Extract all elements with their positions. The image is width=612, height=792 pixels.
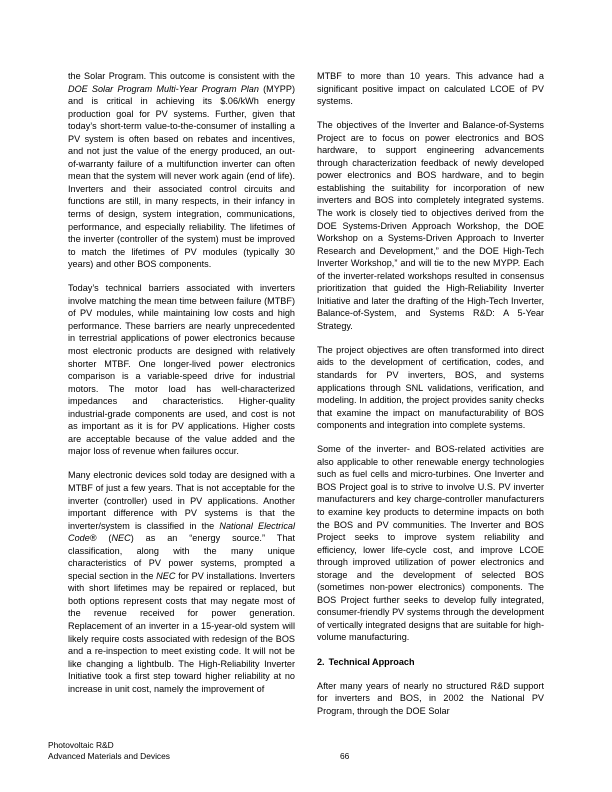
paragraph-solar-program bbox=[68, 70, 295, 271]
text-run: ) as an “energy source.” That classification, along with the many unique characteristics of PV power systems, prompted a special section in the bbox=[68, 533, 295, 581]
footer-line-1 bbox=[48, 740, 564, 751]
footer-subtitle: Advanced Materials and Devices bbox=[48, 751, 170, 762]
section-heading-technical-approach bbox=[317, 656, 544, 669]
paragraph-renewable-activities bbox=[317, 443, 544, 644]
text-run: Today’s technical barriers associated with inverters involve matching the mean time between failure (MTBF) of PV modules, while maintaining low costs and high performance. These barriers are nearly unprecedented in terrestrial applications of power electronics because most electronic products are designed with relatively shorter MTBF. One longer-lived power electronics comparison is a variable-speed drive for industrial motors. The motor load has well-characterized impedances and characteristics. Higher-quality industrial-grade components are used, and cost is not as important as it is for PV applications. Higher costs are acceptable because of the value added and the major loss of revenue when failures occur. bbox=[68, 283, 295, 457]
text-run: ( bbox=[96, 533, 112, 544]
italic-run: NEC bbox=[156, 570, 176, 581]
text-run: for PV installations. Inverters with short lifetimes may be repaired or replaced, but both options represent costs that may negate most of the revenue received for power generation. Replacement of an inverter in a 15-year-old system will likely require costs associated with redesign of the BOS and a re-inspection to meet existing code. It will not be like changing a lightbulb. The High-Reliability Inverter Initiative took a first step toward higher reliability at no increase in unit cost, namely the improvement of bbox=[68, 570, 295, 694]
text-run: The objectives of the Inverter and Balance-of-Systems Project are to focus on power electronics and BOS hardware, to support engineering advancements through characterization feedback of newly developed power electronics and BOS hardware, and to begin establishing the suitability for incorporation of new inverters and BOS into completely integrated systems. The work is closely tied to objectives derived from the DOE Systems-Driven Approach Workshop, the DOE Workshop on a Systems-Driven Approach to Inverter Research and Development,” and the DOE High-Tech Inverter Workshop,” and will tie to the new MYPP. Each of the inverter-related workshops resulted in consensus prioritization that guided the High-Reliability Inverter Initiative and later the drafting of the High-Tech Inverter, Balance-of-System, and Systems R&D: A 5-Year Strategy. bbox=[317, 120, 544, 331]
text-run: Some of the inverter- and BOS-related activities are also applicable to other renewable energy technologies such as fuel cells and micro-turbines. One Inverter and BOS Project goal is to strive to involve U.S. PV inverter manufacturers and key charge-controller manufacturers to examine key products to determine impacts on both the BOS and PV communities. The Inverter and BOS Project seeks to improve system reliability and efficiency, lower life-cycle cost, and improve LCOE through improved utilization of power electronics and storage and the development of selected BOS (sometimes non-power electronics) components. The BOS Project further seeks to develop fully integrated, consumer-friendly PV systems through the development of vertically integrated designs that are suitable for high-volume manufacturing. bbox=[317, 444, 544, 643]
paragraph-mtbf-devices bbox=[68, 469, 295, 695]
text-run: MTBF to more than 10 years. This advance had a significant positive impact on calculated LCOE of PV systems. bbox=[317, 71, 544, 107]
page-footer bbox=[48, 740, 564, 763]
paragraph-technical-approach-intro bbox=[317, 680, 544, 718]
italic-run: DOE Solar Program Multi-Year Program Plan bbox=[68, 83, 259, 94]
text-run: After many years of nearly no structured R&D support for inverters and BOS, in 2002 the National PV Program, through the DOE Solar bbox=[317, 680, 544, 716]
right-column bbox=[317, 70, 544, 717]
two-column-body bbox=[68, 70, 545, 717]
text-run: the Solar Program. This outcome is consistent with the bbox=[68, 71, 295, 81]
paragraph-project-objectives bbox=[317, 119, 544, 332]
italic-run: NEC bbox=[111, 533, 131, 544]
footer-program-name: Photovoltaic R&D bbox=[48, 740, 114, 750]
section-title: Technical Approach bbox=[328, 656, 415, 667]
text-run: Many electronic devices sold today are designed with a MTBF of just a few years. That is not acceptable for the inverter (controller) used in PV applications. Another important difference with PV systems is that the inverter/system is classified in the bbox=[68, 470, 295, 531]
footer-line-2 bbox=[48, 751, 564, 762]
section-number: 2. bbox=[317, 656, 325, 667]
left-column bbox=[68, 70, 295, 717]
text-run: (MYPP) and is critical in achieving its $.06/kWh energy production goal for PV systems. Further, given that today’s short-term value-to-the-consumer of installing a PV system is often based on rebates and incentives, and not just the value of the energy produced, an out-of-warranty failure of a multifunction inverter can often mean that the system will never work again (end of life). Inverters and their associated control circuits and functions are still, in many respects, in their infancy in terms of design, system integration, communications, performance, and especially reliability. The lifetimes of the inverter (controller of the system) must be improved to match the lifetimes of PV modules (typically 30 years) and other BOS components. bbox=[68, 83, 295, 270]
paragraph-technical-barriers bbox=[68, 282, 295, 458]
italic-run: National Electrical Code® bbox=[68, 520, 295, 544]
text-run: The project objectives are often transformed into direct aids to the development of certification, codes, and standards for PV inverters, BOS, and systems applications through SNL validations, verification, and modeling. In addition, the project provides sanity checks that examine the impact on manufacturability of BOS components and integration into complete systems. bbox=[317, 344, 544, 431]
paragraph-mtbf-continued bbox=[317, 70, 544, 108]
paragraph-transformed-objectives bbox=[317, 344, 544, 432]
page-number: 66 bbox=[340, 751, 350, 762]
